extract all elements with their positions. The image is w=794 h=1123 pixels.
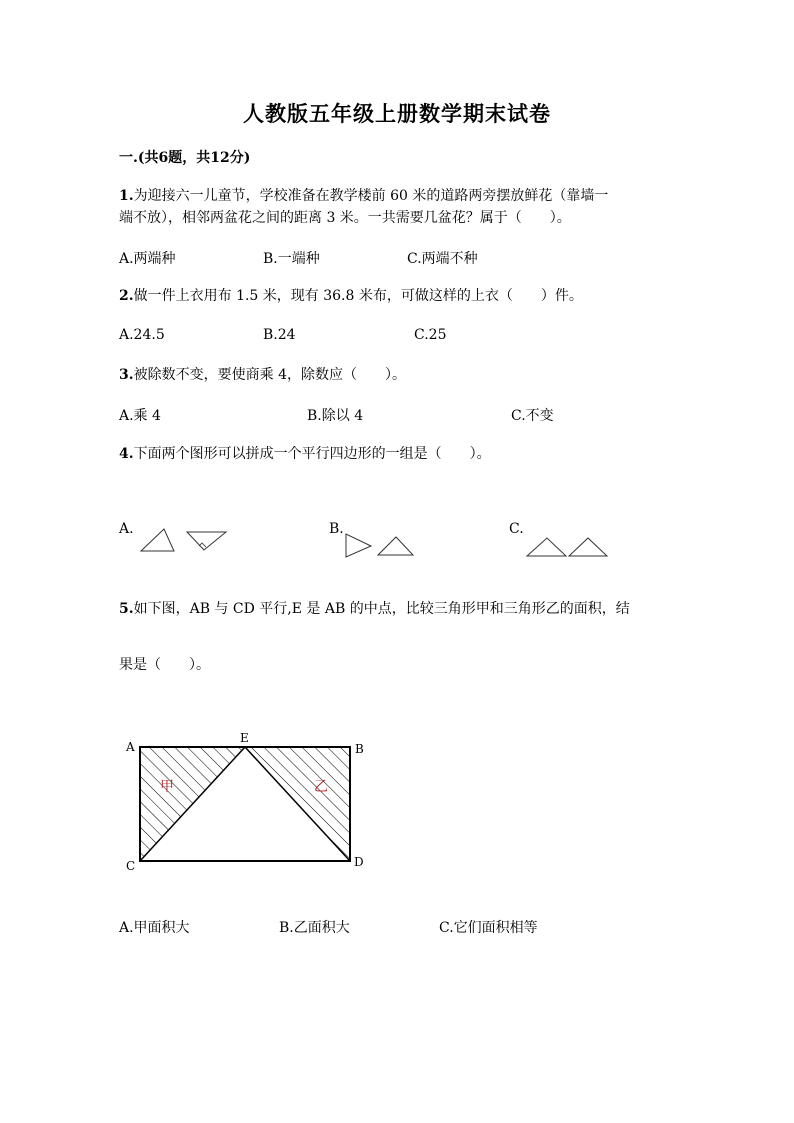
label-b: B xyxy=(355,742,364,756)
question-3-text: 被除数不变，要使商乘 4，除数应（ ）。 xyxy=(133,367,406,383)
question-5-text-line-1: 如下图，AB 与 CD 平行,E 是 AB 的中点，比较三角形甲和三角形乙的面积，结 xyxy=(133,601,630,617)
question-1-text-line-1: 为迎接六一儿童节，学校准备在教学楼前 60 米的道路两旁摆放鲜花（靠墙一 xyxy=(133,188,609,204)
question-1-number: 1. xyxy=(119,188,134,204)
question-1-option-a[interactable]: A.两端种 xyxy=(119,251,176,267)
label-e: E xyxy=(240,731,249,745)
question-2-text: 做一件上衣用布 1.5 米，现有 36.8 米布，可做这样的上衣（ ）件。 xyxy=(133,288,583,304)
label-a: A xyxy=(126,740,135,754)
label-yi: 乙 xyxy=(314,779,328,795)
question-1-text-line-2: 端不放），相邻两盆花之间的距离 3 米。一共需要几盆花？属于（ ）。 xyxy=(119,210,571,226)
question-4-number: 4. xyxy=(119,446,134,462)
question-2-option-a[interactable]: A.24.5 xyxy=(119,327,165,343)
question-5-option-b[interactable]: B.乙面积大 xyxy=(279,920,350,936)
question-3-option-c[interactable]: C.不变 xyxy=(511,408,554,424)
label-c: C xyxy=(126,859,136,873)
question-4-option-c[interactable]: C. xyxy=(509,521,524,537)
question-1-option-c[interactable]: C.两端不种 xyxy=(407,251,478,267)
section-heading: 一.(共6题，共12分) xyxy=(119,150,251,166)
label-d: D xyxy=(354,855,364,869)
question-4-option-b[interactable]: B. xyxy=(329,521,344,537)
label-jia: 甲 xyxy=(160,779,174,795)
question-1-option-b[interactable]: B.一端种 xyxy=(263,251,320,267)
question-2-option-b[interactable]: B.24 xyxy=(263,327,296,343)
question-4-text: 下面两个图形可以拼成一个平行四边形的一组是（ ）。 xyxy=(133,446,491,462)
question-5-option-c[interactable]: C.它们面积相等 xyxy=(439,920,538,936)
question-5-option-a[interactable]: A.甲面积大 xyxy=(119,920,190,936)
question-3-option-a[interactable]: A.乘 4 xyxy=(119,408,161,424)
question-3-number: 3. xyxy=(119,367,134,383)
question-4-option-a[interactable]: A. xyxy=(119,521,134,537)
page-title: 人教版五年级上册数学期末试卷 xyxy=(243,101,551,126)
question-5-number: 5. xyxy=(119,601,134,617)
question-2-number: 2. xyxy=(119,288,134,304)
question-3-option-b[interactable]: B.除以 4 xyxy=(307,408,364,424)
question-2-option-c[interactable]: C.25 xyxy=(414,327,447,343)
question-5-text-line-2: 果是（ ）。 xyxy=(119,657,210,673)
